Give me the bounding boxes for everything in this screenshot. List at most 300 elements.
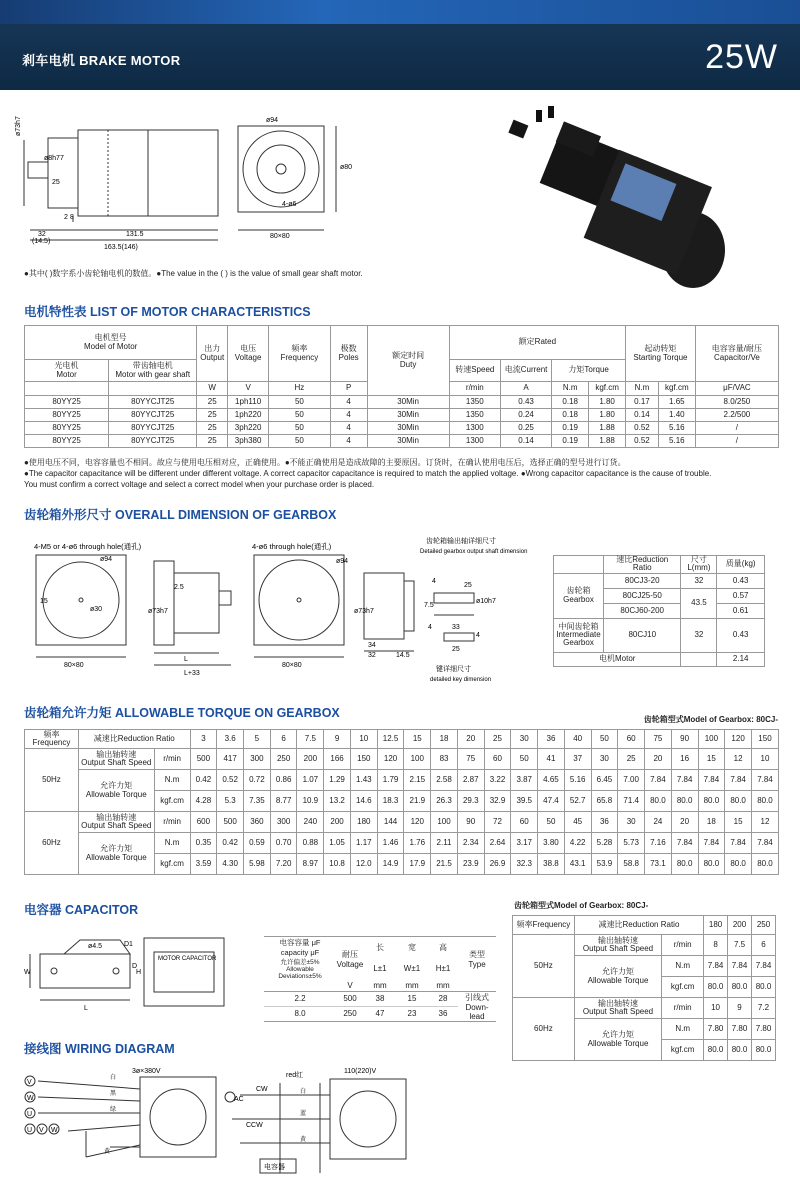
value-cell: 5.16 [564,770,591,791]
cap-value: 8.0 [294,1009,306,1018]
table-cell: 4 [330,409,367,422]
svg-text:2: 2 [64,214,68,221]
value-cell: 43.1 [564,854,591,875]
cap-type: 引线式 Down-lead [465,992,489,1021]
table-cell: 80YYCJT25 [109,422,197,435]
value-cell: 6.45 [591,770,618,791]
value-cell: 7.80 [751,1019,775,1040]
ratio-header: 180 [704,916,728,935]
value-cell: 36 [591,812,618,833]
table-row [25,749,779,770]
value-cell: 73.1 [645,854,672,875]
value-cell: 80.0 [645,791,672,812]
table-cell: 0.25 [500,422,551,435]
value-cell: 0.35 [190,833,217,854]
value-cell: 7.84 [645,770,672,791]
value-cell: 0.70 [270,833,297,854]
wiring-title [24,1039,175,1057]
value-cell: 7.84 [698,833,725,854]
value-cell: 75 [457,749,484,770]
value-cell: 18 [698,812,725,833]
value-cell: 7.2 [751,998,775,1019]
dim-label: ø8h7 [44,155,60,162]
table-cell: 1.65 [658,396,695,409]
freq-cell: 60Hz [25,812,79,875]
table-cell: 4 [330,422,367,435]
ratio-header: 6 [270,730,297,749]
value-cell: 4.65 [538,770,565,791]
table-cell: 0.14 [500,435,551,448]
value-cell: 80.0 [751,854,778,875]
table-cell: 1.88 [589,435,626,448]
col-ratio: 速比Reduction Ratio [603,556,680,574]
torque-title-en: ALLOWABLE TORQUE ON GEARBOX [115,706,340,720]
value-cell: 417 [217,749,244,770]
ratio-header: 9 [324,730,351,749]
svg-text:ø94: ø94 [336,558,349,565]
svg-text:25: 25 [52,179,60,186]
svg-text:ø10h7: ø10h7 [476,598,496,605]
svg-text:ø94: ø94 [266,117,279,124]
col-duty: 额定时间 Duty [367,326,449,396]
value-cell: 2.11 [431,833,458,854]
ratio-header: 12.5 [377,730,404,749]
svg-text:ø73h7: ø73h7 [354,608,374,615]
value-cell: 83 [431,749,458,770]
wire-green: 绿 [110,1107,117,1113]
svg-text:L: L [84,1005,88,1012]
col-cap: 电容容量/耐压 Capacitor/Ve [695,326,778,382]
svg-text:4: 4 [476,632,480,639]
svg-text:7.5: 7.5 [424,602,434,609]
unit: kgf.cm [658,382,695,396]
value-cell: 15 [725,812,752,833]
key-label: 键详细尺寸 [436,666,471,673]
ratio-header: 200 [728,916,752,935]
value-cell: 7.35 [244,791,271,812]
ratio-header: 250 [751,916,775,935]
ratio-model: 80CJ25-50 [603,588,680,603]
value-cell: 120 [377,749,404,770]
value-cell: 14.9 [377,854,404,875]
table-cell: 50 [269,409,331,422]
table-cell: 2.2/500 [695,409,778,422]
value-cell: 5.73 [618,833,645,854]
unit-cell: kgf.cm [154,791,190,812]
value-cell: 0.42 [217,833,244,854]
col-poles: 极数 Poles [330,326,367,382]
table-cell: 5.16 [658,422,695,435]
table-cell: 50 [269,396,331,409]
ratio-header: 15 [404,730,431,749]
col-output: 出力 Output [197,326,228,382]
col-l: 长 [376,942,384,952]
svg-text:ø94: ø94 [100,556,113,563]
terminal-label: V [27,1079,32,1086]
freq-cell: 60Hz [513,998,575,1061]
gearbox-dim-title-en: OVERALL DIMENSION OF GEARBOX [115,508,337,522]
value-cell: 80.0 [751,1040,775,1061]
svg-text:ø73h7: ø73h7 [15,116,22,136]
value-cell: 1.43 [350,770,377,791]
table-cell: 1.80 [589,396,626,409]
gearbox-label: 齿轮箱 Gearbox [554,573,604,618]
torque-small-table [512,915,776,1061]
value-cell: 7.00 [618,770,645,791]
ratio-header: 50 [591,730,618,749]
table-cell: 1300 [449,422,500,435]
ratio-size: 32 [681,573,717,588]
value-cell: 7.84 [698,770,725,791]
ratio-header: 3 [190,730,217,749]
cap-note-cn: ●使用电压不同，电容容量也不相同。故应与使用电压相对应，正确使用。●不能正确使用是造成故障的主要原因。订货时，在确认使用电压后，选择正确的型号进行订货。 [24,458,626,467]
value-cell: 80.0 [671,791,698,812]
ratio-header: 7.5 [297,730,324,749]
value-cell: 0.52 [217,770,244,791]
table-cell: 1.40 [658,409,695,422]
gearbox-ratio-table [553,555,765,667]
unit-cell: N.m [662,1019,704,1040]
table-cell: 1350 [449,396,500,409]
value-cell: 10 [751,749,778,770]
table-cell: 0.43 [500,396,551,409]
svg-text:ø80: ø80 [340,164,353,171]
cap-volt: 500 [343,994,357,1003]
unit: r/min [449,382,500,396]
unit-cell: kgf.cm [154,854,190,875]
motor-mass: 2.14 [717,652,765,666]
table-row [513,935,776,956]
value-cell: 30 [591,749,618,770]
wiring-title-cn: 接线图 [24,1042,62,1056]
unit: W [197,382,228,396]
torque-small-model-note: 齿轮箱型式Model of Gearbox: 80CJ- [514,901,649,910]
wire-white: 白 [110,1075,117,1081]
ratio-header: 25 [484,730,511,749]
table-cell: 80YY25 [25,435,109,448]
svg-text:L+33: L+33 [184,670,200,677]
value-cell: 5.98 [244,854,271,875]
svg-text:H: H [136,969,142,976]
value-cell: 52.7 [564,791,591,812]
value-cell: 2.87 [457,770,484,791]
table-cell: 30Min [367,396,449,409]
table-cell: 5.16 [658,435,695,448]
col-volt: 耐压 Voltage [336,949,364,969]
unit: N.m [552,382,589,396]
value-cell: 30 [618,812,645,833]
value-cell: 3.22 [484,770,511,791]
cap-l: 38 [375,994,385,1003]
ratio-size: 43.5 [681,588,717,618]
unit-cell: N.m [662,956,704,977]
value-cell: 300 [270,812,297,833]
value-cell: 120 [404,812,431,833]
unit: Hz [269,382,331,396]
table-cell: 80YY25 [25,422,109,435]
value-cell: 100 [404,749,431,770]
value-cell: 500 [190,749,217,770]
value-cell: 21.9 [404,791,431,812]
svg-text:25: 25 [452,646,460,653]
table-cell: 0.14 [626,409,659,422]
unit: kgf.cm [589,382,626,396]
motor-label: 电机Motor [554,652,681,666]
value-cell: 8 [704,935,728,956]
value-cell: 50 [538,812,565,833]
svg-text:2.5: 2.5 [174,584,184,591]
cap-value: 2.2 [294,994,306,1003]
unit-cell: r/min [662,998,704,1019]
wiring-diagram [20,1063,420,1189]
torque-model-note: 齿轮箱型式Model of Gearbox: 80CJ- [643,715,778,724]
value-cell: 16 [671,749,698,770]
value-cell: 360 [244,812,271,833]
value-cell: 80.0 [704,1040,728,1061]
col-freq: 频率 Frequency [269,326,331,382]
svg-text:34: 34 [368,642,376,649]
table-row [25,812,779,833]
hole-label-1: 4-M5 or 4-ø6 through hole(通孔) [34,542,142,551]
table-row [25,435,779,448]
table-cell: 0.18 [552,396,589,409]
value-cell: 45 [564,812,591,833]
svg-text:(14.5): (14.5) [32,238,51,245]
label-capacitor: 电容器 [264,1164,285,1171]
cap-note-en2: You must confirm a correct voltage and select a correct model when your purchase order is placed. [24,480,375,489]
table-cell: 1ph110 [228,396,269,409]
value-cell: 9 [728,998,752,1019]
value-cell: 1.76 [404,833,431,854]
torque-title [24,703,340,721]
value-cell: 24 [645,812,672,833]
motor-char-title-cn: 电机特性表 [24,305,87,319]
value-cell: 7.84 [704,956,728,977]
value-cell: 10.9 [297,791,324,812]
gearbox-dimension-drawing [24,533,539,693]
capacitor-drawing [24,928,244,1018]
label-ccw: CCW [246,1122,263,1129]
unit: N.m [626,382,659,396]
ratio-model: 80CJ10 [603,618,680,652]
col-voltage: 电压 Voltage [228,326,269,382]
svg-text:D: D [132,963,138,970]
value-cell: 3.80 [538,833,565,854]
svg-text:80×80: 80×80 [282,662,302,669]
table-cell: 1.88 [589,422,626,435]
value-cell: 65.8 [591,791,618,812]
table-cell: 0.19 [552,435,589,448]
value-cell: 8.77 [270,791,297,812]
value-cell: 4.28 [190,791,217,812]
unit-cell: r/min [662,935,704,956]
terminal-label: W [27,1095,34,1102]
table-cell: 1350 [449,409,500,422]
value-cell: 7.80 [704,1019,728,1040]
value-cell: 0.42 [190,770,217,791]
col-model: 电机型号 Model of Motor [25,326,197,360]
value-cell: 7.5 [728,935,752,956]
value-cell: 2.64 [484,833,511,854]
ratio-mass: 0.57 [717,588,765,603]
value-cell: 7.16 [645,833,672,854]
value-cell: 80.0 [725,854,752,875]
value-cell: 7.84 [671,833,698,854]
table-cell: 0.24 [500,409,551,422]
value-cell: 2.34 [457,833,484,854]
motor-char-title-en: LIST OF MOTOR CHARACTERISTICS [90,305,311,319]
table-row [25,422,779,435]
col-gear: 带齿轴电机 Motor with gear shaft [109,360,197,382]
value-cell: 1.29 [324,770,351,791]
freq-cell: 50Hz [25,749,79,812]
ratio-mass: 0.43 [717,618,765,652]
value-cell: 5.28 [591,833,618,854]
value-cell: 7.80 [728,1019,752,1040]
unit-cell: r/min [154,812,190,833]
unit: A [500,382,551,396]
value-cell: 29.3 [457,791,484,812]
value-cell: 20 [671,812,698,833]
value-cell: 60 [484,749,511,770]
torque-label: 允许力矩 Allowable Torque [574,1019,661,1061]
value-cell: 50 [511,749,538,770]
value-cell: 7.84 [751,956,775,977]
value-cell: 80.0 [725,791,752,812]
value-cell: 5.3 [217,791,244,812]
value-cell: 25 [618,749,645,770]
svg-text:32: 32 [38,231,46,238]
wire-white: 白 [300,1089,307,1095]
value-cell: 10 [704,998,728,1019]
value-cell: 4.30 [217,854,244,875]
ratio-header: 10 [350,730,377,749]
value-cell: 41 [538,749,565,770]
speed-label: 输出轴转速 Output Shaft Speed [78,812,154,833]
col-dev: 允许偏差±5% Allowable Deviations±5% [278,959,322,980]
col-ratio: 减速比Reduction Ratio [574,916,703,935]
svg-text:ø73h7: ø73h7 [148,608,168,615]
svg-text:14.5: 14.5 [396,652,410,659]
table-cell: 1ph220 [228,409,269,422]
page-title: 剎车电机 BRAKE MOTOR [22,53,181,68]
capacitor-table [264,936,496,1022]
table-cell: / [695,435,778,448]
ratio-header: 60 [618,730,645,749]
ratio-header: 5 [244,730,271,749]
ratio-model: 80CJ60-200 [603,603,680,618]
value-cell: 37 [564,749,591,770]
value-cell: 80.0 [704,977,728,998]
value-cell: 7.84 [725,770,752,791]
value-cell: 12.0 [350,854,377,875]
value-cell: 60 [511,812,538,833]
speed-label: 输出轴转速 Output Shaft Speed [78,749,154,770]
table-row [25,396,779,409]
capacitor-title [24,900,138,918]
ratio-model: 80CJ3-20 [603,573,680,588]
header-strip [0,0,800,24]
value-cell: 10.8 [324,854,351,875]
value-cell: 2.15 [404,770,431,791]
terminal-label: V [39,1127,44,1134]
value-cell: 90 [457,812,484,833]
value-cell: 72 [484,812,511,833]
value-cell: 3.59 [190,854,217,875]
col-w: 宽 [408,942,416,952]
ratio-header: 18 [431,730,458,749]
svg-text:8: 8 [70,214,74,221]
power-rating: 25W [705,38,778,76]
value-cell: 100 [431,812,458,833]
unit: mm [373,980,387,990]
ratio-header: 36 [538,730,565,749]
table-cell: 30Min [367,422,449,435]
unit-cell: N.m [154,833,190,854]
svg-text:7: 7 [60,155,64,162]
col-size: 尺寸L(mm) [681,556,717,574]
motor-char-title [24,302,311,320]
svg-text:ø30: ø30 [90,606,103,613]
ratio-header: 75 [645,730,672,749]
svg-text:33: 33 [452,624,460,631]
value-cell: 7.84 [751,770,778,791]
svg-text:15: 15 [40,598,48,605]
table-cell: 50 [269,422,331,435]
value-cell: 12 [725,749,752,770]
table-cell: 1300 [449,435,500,448]
table-row [25,730,779,749]
motor-char-table [24,325,779,448]
value-cell: 1.07 [297,770,324,791]
value-cell: 3.17 [511,833,538,854]
cap-h: 36 [438,1009,448,1018]
cap-w: 15 [407,994,417,1003]
value-cell: 21.5 [431,854,458,875]
svg-text:32: 32 [368,652,376,659]
ratio-header: 90 [671,730,698,749]
torque-table [24,729,779,875]
torque-label: 允许力矩 Allowable Torque [78,833,154,875]
cap-note-en1: ●The capacitor capacitance will be different under different voltage. A correct capacitor capacitance is required to match the applied voltage. ●Wrong capacitor capacitance is the cause of trouble. [24,469,712,478]
table-row [513,916,776,935]
label-cw: CW [256,1086,268,1093]
value-cell: 8.97 [297,854,324,875]
ratio-header: 150 [751,730,778,749]
wiring-title-en: WIRING DIAGRAM [65,1042,175,1056]
value-cell: 71.4 [618,791,645,812]
value-cell: 38.8 [538,854,565,875]
ratio-header: 30 [511,730,538,749]
value-cell: 80.0 [751,791,778,812]
value-cell: 7.84 [725,833,752,854]
cap-l: 47 [375,1009,385,1018]
value-cell: 600 [190,812,217,833]
ratio-header: 120 [725,730,752,749]
ratio-header: 40 [564,730,591,749]
table-cell: 0.19 [552,422,589,435]
ratio-header: 3.6 [217,730,244,749]
cap-h: 28 [438,994,448,1003]
value-cell: 47.4 [538,791,565,812]
gearbox-dim-title [24,505,336,523]
table-cell: 80YYCJT25 [109,396,197,409]
value-cell: 1.17 [350,833,377,854]
svg-text:163.5(146): 163.5(146) [104,244,138,251]
value-cell: 166 [324,749,351,770]
motor-photo [488,100,748,290]
unit-cell: r/min [154,749,190,770]
